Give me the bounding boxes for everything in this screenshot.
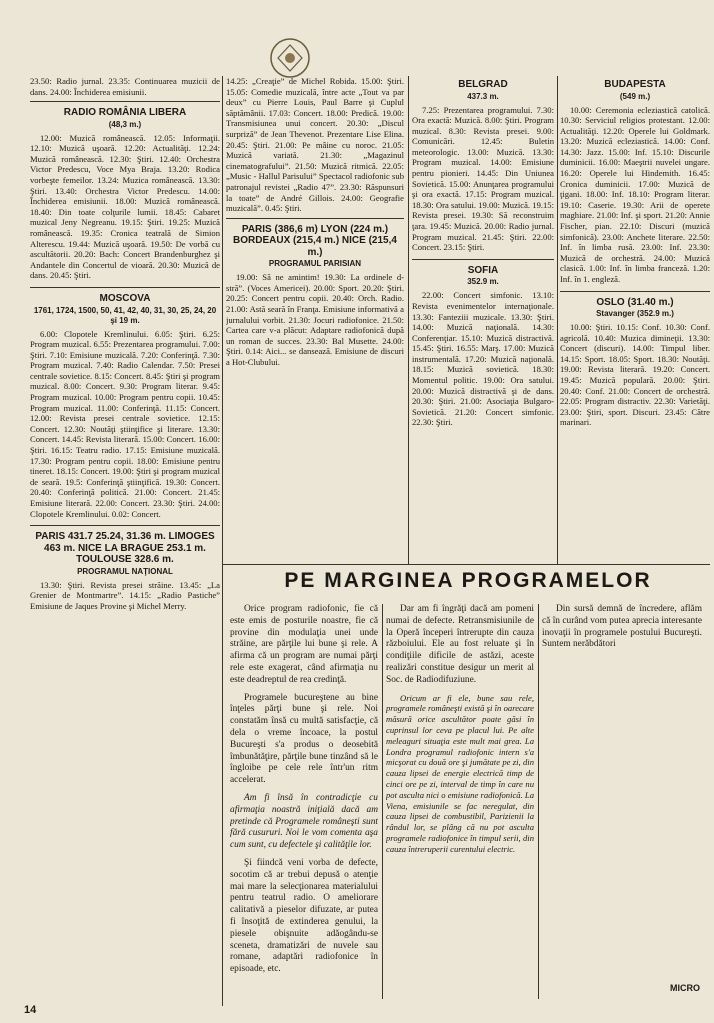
article-paragraph: Programele bucureştene au bine înţeles părţi bune şi rele. Noi constatăm însă cu multă satisfacţie, că dela o vreme încoace, la postul Bucureşti s'a produs o deosebită îmbunătăţire, părţile bune tinzând să le îngloibe pe cele rele într'un ritm accelerat.: [230, 692, 378, 786]
section-frequency: Stavanger (352.9 m.): [596, 309, 674, 319]
section-heading: OSLO (31.40 m.): [596, 296, 674, 308]
page-number: 14: [24, 1004, 37, 1016]
article-paragraph: Oricum ar fi ele, bune sau rele, programele româneşti există şi în oarecare măsură orice ascultător poate găsi în cuprinsul lor ceva pe placul lui. Pe alte meleaguri situaţia este mult mai grea. La Londra programul radiofonic intern s'a micşorat cu două ore şi jumătate pe zi, din cauza lipsei de energie electrică timp de cinci ore pe zi, interval de timp în care nu pot asculta nici o emisiune radiofonică. La Viena, emisiunile se fac neregulat, din cauza lipsei de combustibil, Parizienii la rândul lor, se plâng că nu pot asculta programele radiofonice în timpul serii, din cauza întreruperii curentului electric.: [386, 692, 534, 854]
column-1: [30, 76, 220, 1008]
article-paragraph: Am fi însă în contradicţie cu afirmaţia noastră iniţială dacă am pretinde că Programele româneşti sunt fără cusururi. Noi le vom comenta aşa cum sunt, cu defectele şi calităţile lor.: [230, 792, 378, 851]
col1-intro-text: 23.50: Radio jurnal. 23.35: Continuarea muzicii de dans. 24.00: Închiderea emisiunii.: [30, 76, 220, 97]
article-paragraph: Din sursă demnă de încredere, aflăm că în curând vom putea aprecia interesante inovaţii în programele postului Bucureşti. Suntem nerăbdători: [542, 604, 702, 650]
section-moscova: [30, 293, 220, 519]
section-program-name: PROGRAMUL PARISIAN: [268, 259, 362, 269]
article-column-1: [230, 604, 378, 999]
divider: [30, 287, 220, 288]
section-paris-national: [30, 531, 220, 611]
section-heading: RADIO ROMÂNIA LIBERA: [63, 107, 187, 119]
article-top-rule: [222, 564, 710, 565]
column-4: [560, 76, 710, 564]
section-budapesta: [560, 79, 710, 285]
article-paragraph: Orice program radiofonic, fie că este emis de posturile noastre, fie că provine din modulaţia unei unde străine, are părţile lui bune şi rele. A afirma că un program are numai părţi rele este exagerat, când afirmaţia nu este deadreptul de rea credinţă.: [230, 604, 378, 685]
col2-intro-text: 14.25: „Creaţie” de Michel Robida. 15.00: Ştiri. 15.05: Comedie muzicală, între acte „Tout va par deux” cu Pierre Louis, Paul Barre şi Cuplul săptămânii. 17.03: Concert. 18.00: Predică. 19.00: Transmisiunea unui concert. 20.30: „Discul surpriză” de Jean Thevenot. Prezentare Lise Elina. 20.45: Ştiri. 21.00: Pe mâine cu noroc. 21.05: Muzică variată. 21.30: „Magazinul cinematografului”. 21.50: Muzică ritmică. 22.05: „Music - Hallul Parisului” Spectacol radiofonic sub patronajul revistei „Radio 47”. 23.30: Răspunsuri la toate” de André Gillois. 24.00: Geografie muzicală”. 0.45: Ştiri.: [226, 76, 404, 214]
section-body: 19.00: Să ne amintim! 19.30: La ordinele d-stră”. (Voces Americei). 20.00: Sport. 20.20: Ştiri. 20.25: Concert pentru copii. 20.40: Orch. Radio. 21.00: Astă seară în Franţa. Emisiune informativă a jurnalului vorbit. 21.30: Jocuri radiofonice. 21.50: Cartea care v-a plăcut: Adaptare radiofonică după un roman de succes. 23.30: Bal Musette. 24.00: Ştiri. 0.14: Aici... se dansează. Emisiune de discuri a Hot-Clubului.: [226, 272, 404, 367]
section-body: 10.00: Ceremonia ecleziastică catolică. 10.30: Serviciul religios protestant. 12.00: Actualităţi. 12.20: Operele lui Goldmark. 13.20: Muzică ecleziastică. 14.00: Conf. 14.30: Jazz. 15.00: Inf. 15.10: Discurile duminicii. 16.00: Maeştrii nuvelei ungare. 16.20: Operele lui Hindemith. 16.45: Cronica duminicii. 17.00: Muzică de ţigani. 18.00: Inf. 18.10: Program literar. 19.10: Caserie. 19.30: Arii de operete maghiare. 21.00: Inf. şi sport. 21.20: Annie Fischer, pian. 22.10: Discuri (muzică simfonică). 23.00: Anchete literare. 22.50: Inf. în limba rusă. 23.00: Inf. 23.30: Muzică de orchestră. 24.00: Muzică clasică. 1.00: Inf. în limba franceză. 1.20: Inf. în 1. engleză.: [560, 104, 710, 284]
article-title: PE MARGINEA PROGRAMELOR: [284, 569, 652, 592]
section-heading: BELGRAD: [458, 79, 508, 90]
section-heading: PARIS (386,6 m) LYON (224 m.) BORDEAUX (215,4 m.) NICE (215,4 m.): [233, 223, 397, 258]
article-paragraph: Dar am fi îngrăţi dacă am pomeni numai de defecte. Retransmisiunile de la Operă începeri întrerupte din cauza războiului. Ele au fost reluate şi în condiţiile dificile de astăzi, aceste realizări constitue desigur un merit al Soc. de Radiodifuziune.: [386, 604, 534, 685]
article-column-2: [386, 604, 534, 999]
column-2: [226, 76, 404, 564]
article-column-divider: [382, 604, 383, 999]
section-heading: SOFIA: [467, 264, 499, 276]
column-divider: [222, 76, 223, 1006]
section-heading: PARIS 431.7 25.24, 31.36 m. LIMOGES 463 m. NICE LA BRAGUE 253.1 m. TOULOUSE 328.6 m.: [35, 531, 215, 566]
emblem-icon: [268, 36, 312, 80]
section-frequency: (48,3 m.): [108, 119, 142, 129]
column-3: [412, 76, 554, 564]
divider: [30, 101, 220, 102]
section-frequency: (549 m.): [619, 91, 651, 101]
section-frequency: 352.9 m.: [467, 277, 499, 287]
section-radio-romania-libera: [30, 107, 220, 281]
section-paris-parisian: [226, 224, 404, 368]
divider: [226, 218, 404, 219]
divider: [30, 525, 220, 526]
section-body: 6.00: Clopotele Kremlinului. 6.05: Ştiri. 6.25: Program muzical. 6.55: Prezentarea programului. 7.00: Ştiri. 7.10: Emisiune muzicală. 7.20: Conferinţă. 7.30: Program muzical. 7.40: Radio Calendar. 7.50: Presei centrale sovietice. 8.15: Concert. 8.45: Ştiri şi program muzical. 8.00: Concert. 9.30: Program literar. 9.45: Program muzical. 10.00: Program pentru copii. 10.45: Program muzical. 11.00: Conferinţă. 11.15: Concert. 12.00: Revista presei centrale sovietice. 12.15: Concert. 12.30: Noutăţi ştiinţifice şi literare. 13.30: Concert. 14.45: Revista literară. 15.00: Concert. 16.00: Ştiri. 16.15: Teatru radio. 17.15: Emisiune muzicală. 17.30: Program pentru copii. 18.00: Emisiune pentru tineret. 18.15: Concert. 19.00: Ştiri şi program muzical de seară. 19.5: Conferinţă ştiinţifică. 19.30: Concert. 20.40: Conferinţă politică. 21.00: Concert. 21.45: Emisiune literară. 22.00: Concert. 23.30: Ştiri. 24.00: Clopotele Kremlinului. 0.02: Concert.: [30, 328, 220, 519]
section-frequency: 1761, 1724, 1500, 50, 41, 42, 40, 31, 30, 25, 24, 20 şi 19 m.: [33, 305, 217, 325]
section-oslo: [560, 297, 710, 428]
section-heading: BUDAPESTA: [604, 79, 666, 90]
section-body: 7.25: Prezentarea programului. 7.30: Ora exactă: Muzică. 8.00: Ştiri. Program muzical. 8.30: Revista presei. 9.00: Comunicări. 12.45: Buletin meteorologic. 13.00: Muzică. 13.30: Program muzical. 14.00: Emisiune pentru pionieri. 14.45: Din Uniunea Sovietică. 15.00: Anunţarea programului şi ora exactă. 17.15: Program muzical. 18.30: Ora satului. 19.00: Muzică. 19.15: Revista presei. 19.30: Să reconstruim ţara. 19.45: Muzică. 20.00: Radio jurnal. Program muzical. 21.45: Ştiri. 22.00: Concert. 23.15: Ştiri.: [412, 104, 554, 253]
section-sofia: [412, 265, 554, 428]
article-column-3: [542, 604, 702, 999]
section-frequency: 437.3 m.: [467, 91, 499, 101]
col2-intro: [226, 76, 404, 214]
section-belgrad: [412, 79, 554, 253]
column-divider: [557, 76, 558, 564]
column-divider: [408, 76, 409, 564]
section-body: 13.30: Ştiri. Revista presei străine. 13.45: „La Grenier de Montmartre”. 14.15: „Radio Pastiche” Emisiune de Jaques Provine şi Michel Merry.: [30, 579, 220, 611]
article-column-divider: [538, 604, 539, 999]
col1-intro: [30, 76, 220, 97]
section-body: 10.00: Ştiri. 10.15: Conf. 10.30: Conf. agricolă. 10.40: Muzica dimineţii. 13.30: Concert (discuri). 14.00: Timpul liber. 14.15: Sport. 18.05: Sport. 18.30: Noutăţi. 19.00: Revista literară. 19.20: Concert. 19.45: Muzică populară. 20.00: Ştiri. 20.40: Conf. 21.00: Concert de orchestră. 22.05: Program distractiv. 22.30: Varietăţi. 23.00: Ştiri, sport. Discuri. 23.45: Către marinari.: [560, 322, 710, 428]
divider: [412, 259, 554, 260]
divider: [560, 291, 710, 292]
section-program-name: PROGRAMUL NAŢIONAL: [77, 566, 173, 576]
article-signature: MICRO: [670, 983, 700, 993]
article-paragraph: Şi fiindcă veni vorba de defecte, socotim că ar trebui depusă o atenţie mai mare la selecţionarea materialului pentru teatrul radio. O ameliorare calitativă a pieselor difuzate, ar putea fi însoţită de extinderea genului, la piesele obişnuite adăogându-se sceneta, dramatizări de nuvele sau romane, adaptări radiofonice în episoade, etc.: [230, 857, 378, 975]
section-body: 22.00: Concert simfonic. 13.10: Revista evenimentelor internaţionale. 13.30: Fanteziii muzicale. 13.30: Ştiri. 14.00: Muzică naţională. 14.30: Conferenţiar. 15.10: Muzică distractivă. 15.45: Ştiri. 16.55: Marş. 17.00: Muzică instrumentală. 17.20: Muzică naţională. 18.15: Muzică sovietică. 18.30: Momentul politic. 19.00: Ora satului. 20.00: Muzică distractivă şi de dans. 20.30: Ştiri. 21.00: Asociaţia Bulgaro-Sovietică. 21.20: Concert simfonic. 22.30: Ştiri.: [412, 290, 554, 428]
section-body: 12.00: Muzică românească. 12.05: Informaţii. 12.10: Muzică uşoară. 12.20: Actualităţi. 12.24: Muzică românească. 12.30: Ştiri. 12.40: Orchestra Victor Predescu, Voce Mya Braja. 13.20: Rodica vorbeşte femeilor. 13.24: Muzica românească. 13.30: Ştiri. 13.40: Orchestra Victor Predescu. 14.00: Închiderea emisiunii. 18.00: Muzică românească. 18.40: Din toate colţurile lumii. 18.45: Cabaret muzical Jeny Negreanu. 19.15: Ştiri. 19.25: Muzică românească. 19.35: Cronica teatrală de Simion Alterescu. 19.44: Muzică uşoară. 19.50: De vorbă cu ascultătorii. 20.20: Bach: Concert Brandenburghez şi Andantele din Concertul de vioară. 20.30: Muzică de dans. 20.45: Ştiri.: [30, 132, 220, 281]
section-heading: MOSCOVA: [99, 293, 151, 304]
